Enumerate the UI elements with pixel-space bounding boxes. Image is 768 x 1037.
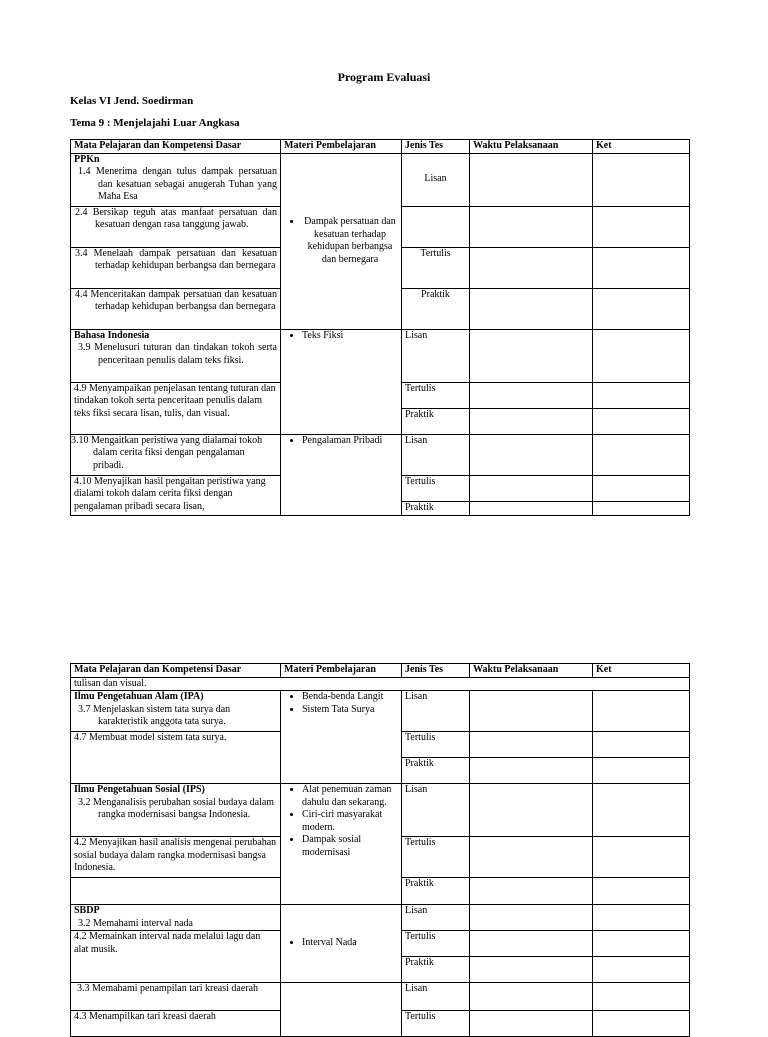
ket-cell — [593, 837, 690, 878]
waktu-cell — [470, 837, 593, 878]
materi-cell — [281, 434, 402, 515]
materi-cell — [281, 691, 402, 784]
waktu-cell — [470, 288, 593, 329]
materi-item: • Ciri-ciri masyarakat modern. — [302, 809, 398, 834]
kd-text: 3.4 Menelaah dampak persatuan dan kesatuan terhadap kehidupan berbangsa dan bernegara — [71, 247, 281, 288]
materi-item: • Dampak sosial modernisasi — [302, 834, 398, 859]
waktu-cell — [470, 329, 593, 382]
ket-cell — [593, 288, 690, 329]
kd-text: 3.2 Menganalisis perubahan sosial budaya dalam rangka modernisasi bangsa Indonesia. — [78, 796, 275, 820]
kd-text: 3.9 Menelusuri tuturan dan tindakan tokoh serta penceritaan penulis dalam teks fiksi. — [78, 342, 277, 366]
ket-cell — [593, 501, 690, 515]
ket-cell — [593, 691, 690, 732]
kd-text: 3.7 Menjelaskan sistem tata surya dan karakteristik anggota tata surya. — [78, 703, 231, 727]
tes-cell: Lisan — [402, 983, 470, 1011]
theme-line: Tema 9 : Menjelajahi Luar Angkasa — [70, 117, 240, 129]
waktu-cell — [470, 434, 593, 475]
ket-cell — [593, 758, 690, 784]
tes-cell: Tertulis — [402, 475, 470, 501]
materi-item: • Teks Fiksi — [302, 330, 398, 343]
document-title: Program Evaluasi — [337, 70, 431, 84]
ket-cell — [593, 983, 690, 1011]
waktu-cell — [470, 153, 593, 206]
materi-item: • Dampak persatuan dan kesatuan terhadap kehidupan berbangsa dan bernegara — [302, 216, 398, 266]
tes-cell: Tertulis — [402, 837, 470, 878]
materi-cell — [281, 905, 402, 983]
tes-cell: Praktik — [402, 878, 470, 905]
ket-cell — [593, 382, 690, 408]
ket-cell — [593, 475, 690, 501]
ket-cell — [593, 329, 690, 382]
ket-cell — [593, 732, 690, 758]
ket-cell — [593, 784, 690, 837]
kd-text: 4.4 Menceritakan dampak persatuan dan kesatuan terhadap kehidupan berbangsa dan bernegara — [71, 288, 281, 329]
tes-cell: Praktik — [402, 501, 470, 515]
materi-cell — [281, 784, 402, 905]
materi-cell — [281, 153, 402, 329]
kd-text: 4.2 Menyajikan hasil analisis mengenai perubahan sosial budaya dalam rangka modernisasi bangsa Indonesia. — [71, 837, 281, 878]
ket-cell — [593, 878, 690, 905]
bi-kd-cell — [71, 329, 281, 382]
sbdp-kd-cell — [71, 905, 281, 931]
tes-cell — [402, 206, 470, 247]
ket-cell — [593, 905, 690, 931]
tes-cell: Praktik — [402, 288, 470, 329]
tes-cell: Praktik — [402, 758, 470, 784]
kd-text: 3.3 Memahami penampilan tari kreasi daerah — [71, 983, 281, 1011]
ipa-kd-cell — [71, 691, 281, 732]
ket-cell — [593, 206, 690, 247]
header-waktu: Waktu Pelaksanaan — [470, 140, 593, 154]
continuation-text: tulisan dan visual. — [71, 677, 690, 691]
waktu-cell — [470, 247, 593, 288]
tes-cell: Lisan — [402, 329, 470, 382]
header-jenis: Jenis Tes — [402, 140, 470, 154]
class-line: Kelas VI Jend. Soedirman — [70, 95, 194, 107]
ket-cell — [593, 931, 690, 957]
ppkn-kd-cell — [71, 153, 281, 206]
waktu-cell — [470, 732, 593, 758]
kd-text: 4.2 Memainkan interval nada melalui lagu dan alat musik. — [71, 931, 281, 983]
tes-cell: Tertulis — [402, 1011, 470, 1037]
kd-text: 4.7 Membuat model sistem tata surya. — [71, 732, 281, 784]
header-mapel: Mata Pelajaran dan Kompetensi Dasar — [71, 140, 281, 154]
tes-cell: Tertulis — [402, 382, 470, 408]
subject-bahasa-indonesia: Bahasa Indonesia — [74, 329, 150, 341]
tes-cell: Tertulis — [402, 732, 470, 758]
header-mapel: Mata Pelajaran dan Kompetensi Dasar — [71, 664, 281, 678]
kd-text: 1.4 Menerima dengan tulus dampak persatuan dan kesatuan sebagai anugerah Tuhan yang Maha Esa — [78, 166, 277, 202]
waktu-cell — [470, 905, 593, 931]
subject-ipa: Ilmu Pengetahuan Alam (IPA) — [74, 691, 204, 702]
ips-kd-cell — [71, 784, 281, 837]
header-ket: Ket — [593, 140, 690, 154]
tes-cell: Lisan — [402, 434, 470, 475]
tes-cell: Praktik — [402, 408, 470, 434]
header-materi: Materi Pembelajaran — [281, 664, 402, 678]
waktu-cell — [470, 382, 593, 408]
header-jenis: Jenis Tes — [402, 664, 470, 678]
kd-text: 4.10 Menyajikan hasil pengaitan peristiwa yang dialami tokoh dalam cerita fiksi dengan pengalaman pribadi secara lisan, — [71, 475, 281, 515]
materi-cell — [281, 983, 402, 1037]
tes-cell: Praktik — [402, 957, 470, 983]
ket-cell — [593, 434, 690, 475]
kd-text: 3.2 Memahami interval nada — [78, 917, 193, 929]
waktu-cell — [470, 691, 593, 732]
tes-cell: Lisan — [402, 691, 470, 732]
tes-cell: Tertulis — [402, 931, 470, 957]
materi-cell — [281, 329, 402, 434]
kd-text: 4.9 Menyampaikan penjelasan tentang tuturan dan tindakan tokoh serta penceritaan penulis dalam teks fiksi secara lisan, tulis, dan visual. — [71, 382, 281, 434]
tes-cell: Lisan — [402, 905, 470, 931]
ket-cell — [593, 408, 690, 434]
waktu-cell — [470, 501, 593, 515]
waktu-cell — [470, 475, 593, 501]
kd-empty — [71, 878, 281, 905]
waktu-cell — [470, 206, 593, 247]
materi-item: • Alat penemuan zaman dahulu dan sekarang. — [302, 784, 398, 809]
waktu-cell — [470, 957, 593, 983]
waktu-cell — [470, 408, 593, 434]
materi-item: • Interval Nada — [302, 937, 398, 950]
ket-cell — [593, 153, 690, 206]
header-waktu: Waktu Pelaksanaan — [470, 664, 593, 678]
tes-cell: Lisan — [402, 153, 470, 206]
waktu-cell — [470, 784, 593, 837]
tes-cell: Tertulis — [402, 247, 470, 288]
ket-cell — [593, 957, 690, 983]
kd-text: 4.3 Menampilkan tari kreasi daerah — [71, 1011, 281, 1037]
waktu-cell — [470, 983, 593, 1011]
subject-ppkn: PPKn — [74, 153, 100, 165]
materi-item: • Benda-benda Langit — [302, 691, 398, 704]
evaluation-table-2 — [70, 663, 690, 1037]
waktu-cell — [470, 758, 593, 784]
ket-cell — [593, 247, 690, 288]
subject-sbdp: SBDP — [74, 905, 100, 916]
header-materi: Materi Pembelajaran — [281, 140, 402, 154]
kd-text: 2.4 Bersikap teguh atas manfaat persatuan dan kesatuan dengan rasa tanggung jawab. — [71, 206, 281, 247]
evaluation-table-1 — [70, 139, 690, 516]
waktu-cell — [470, 878, 593, 905]
tes-cell: Lisan — [402, 784, 470, 837]
header-ket: Ket — [593, 664, 690, 678]
materi-item: • Sistem Tata Surya — [302, 704, 398, 717]
kd-text: 3.10 Mengaitkan peristiwa yang dialamai tokoh dalam cerita fiksi dengan pengalaman pribadi. — [71, 434, 281, 475]
materi-item: • Pengalaman Pribadi — [302, 435, 398, 448]
subject-ips: Ilmu Pengetahuan Sosial (IPS) — [74, 784, 205, 795]
waktu-cell — [470, 931, 593, 957]
